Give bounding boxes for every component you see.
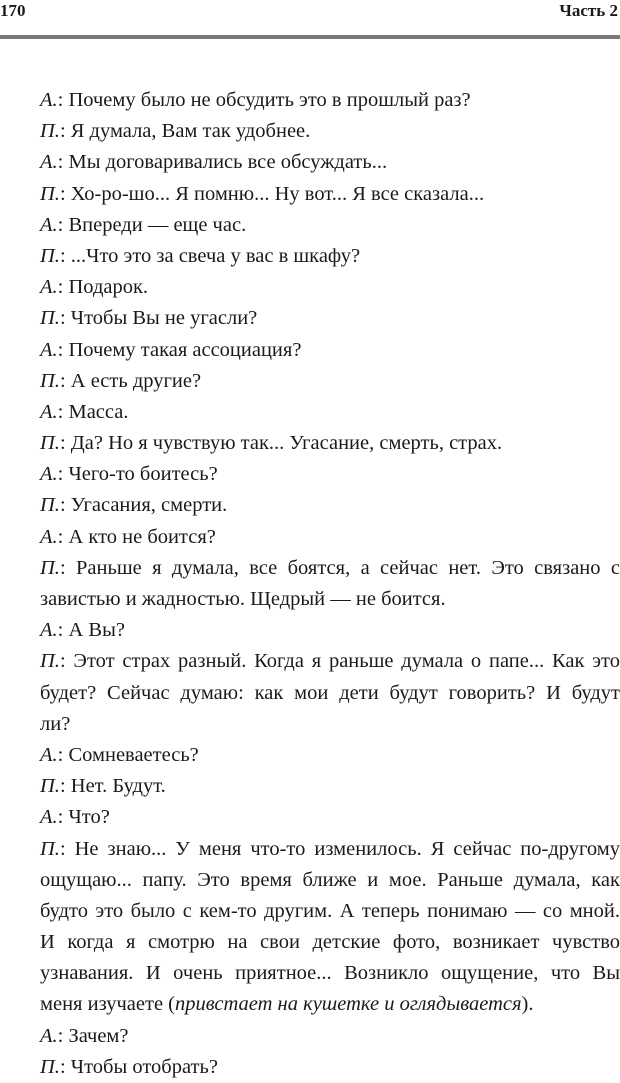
speaker-label: П. <box>40 775 60 798</box>
speaker-label: А. <box>40 743 58 766</box>
line-text: : Не знаю... У меня что-то изменилось. Я сейчас по-другому <box>59 837 620 860</box>
line-text: : Чего-то боитесь? <box>57 463 218 486</box>
speaker-label: П. <box>40 1055 60 1078</box>
line-text: : Масса. <box>57 400 129 423</box>
line-text: : Нет. Будут. <box>59 775 166 798</box>
line-text: : Почему такая ассоциация? <box>57 338 302 361</box>
dialogue-line <box>40 241 620 272</box>
line-text-after: ). <box>521 993 534 1016</box>
speaker-label: П. <box>40 556 60 579</box>
dialogue-line <box>40 553 620 584</box>
line-text: И когда я смотрю на свои детские фото, возникает чувство <box>40 931 620 954</box>
dialogue-line <box>40 896 620 927</box>
dialogue-line <box>40 366 620 397</box>
line-text: завистью и жадностью. Щедрый — не боится. <box>40 588 446 610</box>
line-text: : Почему было не обсудить это в прошлый раз? <box>57 89 471 111</box>
dialogue-line <box>40 179 620 210</box>
dialogue-line <box>40 865 620 896</box>
dialogue-line <box>40 709 620 740</box>
line-text: будто это было с кем-то другим. А теперь понимаю — со мной. <box>40 899 620 922</box>
line-text: ли? <box>40 712 71 735</box>
section-title: Часть 2 <box>559 1 618 20</box>
dialogue-line <box>40 584 620 615</box>
line-text: : Впереди — еще час. <box>57 213 247 236</box>
speaker-label: П. <box>40 494 60 517</box>
header-rule <box>0 35 620 39</box>
speaker-label: А. <box>40 619 58 642</box>
dialogue-line <box>40 771 620 802</box>
line-text: : А Вы? <box>57 619 125 642</box>
dialogue-line <box>40 397 620 428</box>
line-text: : Угасания, смерти. <box>59 494 228 517</box>
speaker-label: А. <box>40 213 58 236</box>
dialogue-line <box>40 522 620 553</box>
line-text: будет? Сейчас думаю: как мои дети будут говорить? И будут <box>40 681 620 704</box>
line-text: : Я думала, Вам так удобнее. <box>59 120 311 143</box>
speaker-label: П. <box>40 369 60 392</box>
line-text: ощущаю... папу. Это время ближе и мое. Раньше думала, как <box>40 868 620 891</box>
dialogue-line <box>40 958 620 989</box>
speaker-label: П. <box>40 307 60 330</box>
line-text: : Чтобы отобрать? <box>59 1055 218 1078</box>
dialogue-line <box>40 428 620 459</box>
dialogue-line <box>40 615 620 646</box>
speaker-label: П. <box>40 432 60 455</box>
line-text: : Да? Но я чувствую так... Угасание, смерть, страх. <box>59 432 503 455</box>
speaker-label: А. <box>40 151 58 174</box>
line-text: : Мы договаривались все обсуждать... <box>57 151 388 174</box>
speaker-label: А. <box>40 276 58 299</box>
speaker-label: А. <box>40 89 58 111</box>
speaker-label: П. <box>40 244 60 267</box>
line-text: : Сомневаетесь? <box>57 743 199 766</box>
speaker-label: А. <box>40 806 58 829</box>
line-text: : Подарок. <box>57 276 149 299</box>
line-text: : ...Что это за свеча у вас в шкафу? <box>59 244 361 267</box>
line-text: : Хо-ро-шо... Я помню... Ну вот... Я все сказала... <box>59 182 485 205</box>
dialogue-line <box>40 989 620 1020</box>
speaker-label: П. <box>40 182 60 205</box>
dialogue-line <box>40 85 620 116</box>
dialogue-line <box>40 490 620 521</box>
line-text: : А кто не боится? <box>57 525 216 548</box>
dialogue-line <box>40 335 620 366</box>
dialogue-line <box>40 678 620 709</box>
speaker-label: А. <box>40 1024 58 1047</box>
line-text: : Чтобы Вы не угасли? <box>59 307 258 330</box>
dialogue-line <box>40 210 620 241</box>
dialogue-line <box>40 834 620 865</box>
line-text: меня изучаете ( <box>40 993 176 1016</box>
speaker-label: А. <box>40 400 58 423</box>
dialogue-line <box>40 802 620 833</box>
speaker-label: П. <box>40 650 60 673</box>
line-text: : Что? <box>57 806 110 829</box>
dialogue-line <box>40 927 620 958</box>
dialogue-line <box>40 1021 620 1052</box>
dialogue-line <box>40 272 620 303</box>
dialogue-text <box>40 85 620 1083</box>
line-text: : Раньше я думала, все боятся, а сейчас нет. Это связано с <box>59 556 620 579</box>
dialogue-line <box>40 646 620 677</box>
line-text: узнавания. И очень приятное... Возникло ощущение, что Вы <box>40 962 620 985</box>
stage-direction: привстает на кушетке и оглядывается <box>175 993 522 1016</box>
page-number: 170 <box>0 1 26 20</box>
dialogue-line <box>40 1052 620 1083</box>
dialogue-line <box>40 303 620 334</box>
speaker-label: А. <box>40 463 58 486</box>
speaker-label: П. <box>40 837 60 860</box>
dialogue-line <box>40 740 620 771</box>
line-text: : Этот страх разный. Когда я раньше думала о папе... Как это <box>59 650 620 673</box>
dialogue-line <box>40 116 620 147</box>
dialogue-line <box>40 459 620 490</box>
line-text: : А есть другие? <box>59 369 202 392</box>
running-header <box>0 0 620 40</box>
speaker-label: А. <box>40 525 58 548</box>
speaker-label: А. <box>40 338 58 361</box>
line-text: : Зачем? <box>57 1024 129 1047</box>
speaker-label: П. <box>40 120 60 143</box>
dialogue-line <box>40 147 620 178</box>
